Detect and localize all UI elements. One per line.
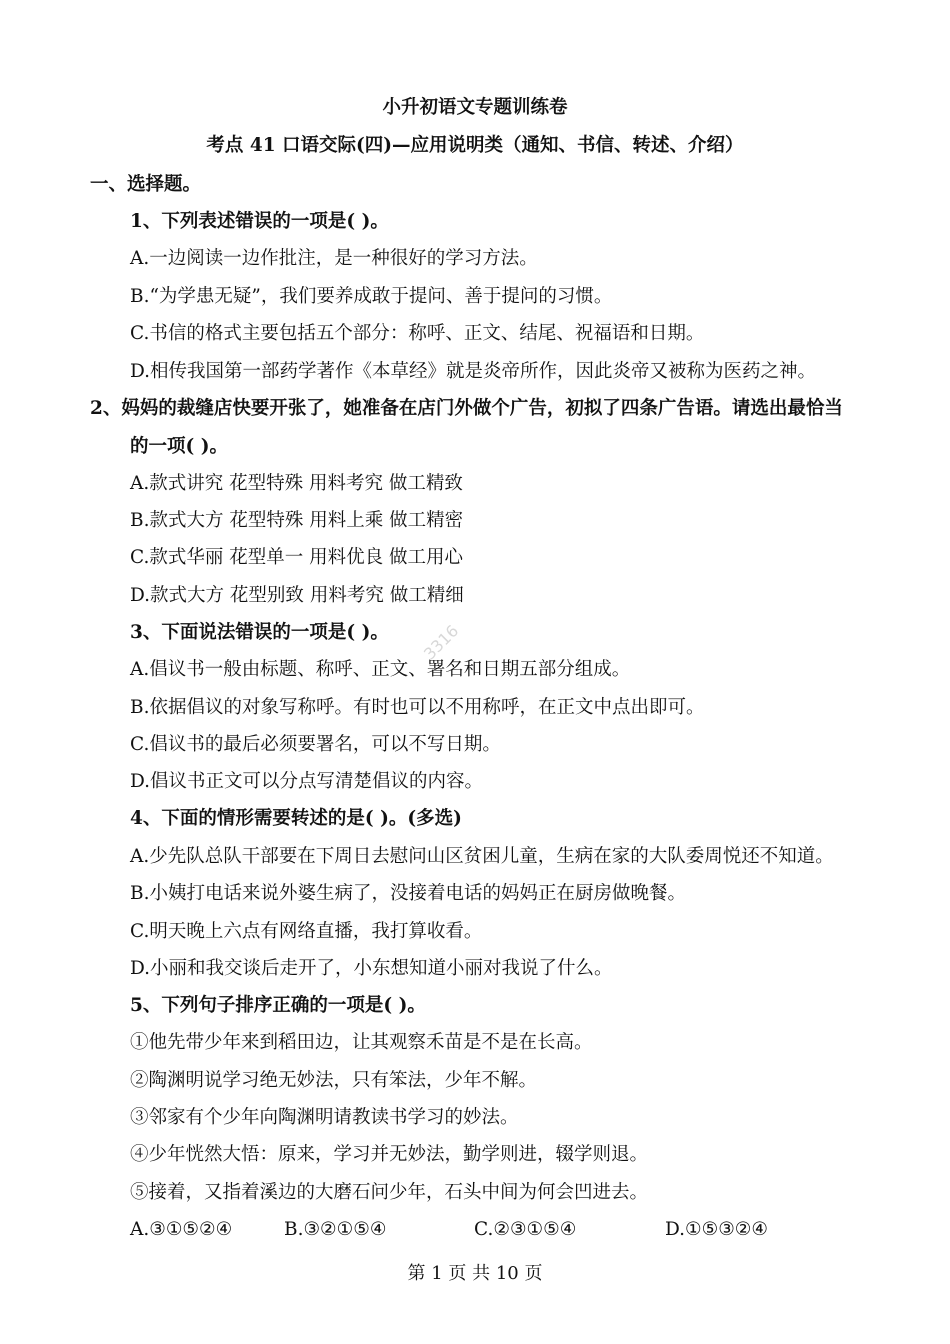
question-5-option-a: A.③①⑤②④ xyxy=(130,1219,233,1240)
question-2-stem-line-1: 2、妈妈的裁缝店快要开张了，她准备在店门外做个广告，初拟了四条广告语。请选出最恰当 xyxy=(90,398,843,419)
question-2-option-b: B.款式大方 花型特殊 用料上乘 做工精密 xyxy=(130,510,464,531)
question-4-option-c: C.明天晚上六点有网络直播，我打算收看。 xyxy=(130,921,483,942)
question-2-stem-line-2: 的一项( )。 xyxy=(130,436,228,457)
question-2-option-d: D.款式大方 花型别致 用料考究 做工精细 xyxy=(130,585,464,606)
watermark: 3316 xyxy=(420,621,463,664)
question-5-option-b: B.③②①⑤④ xyxy=(284,1219,387,1240)
question-3-option-a: A.倡议书一般由标题、称呼、正文、署名和日期五部分组成。 xyxy=(130,659,631,680)
question-3-option-c: C.倡议书的最后必须要署名，可以不写日期。 xyxy=(130,734,501,755)
question-5-option-c: C.②③①⑤④ xyxy=(474,1219,577,1240)
question-2-option-a: A.款式讲究 花型特殊 用料考究 做工精致 xyxy=(130,473,463,494)
page-number: 第 1 页 共 10 页 xyxy=(407,1263,543,1284)
question-4-option-d: D.小丽和我交谈后走开了，小东想知道小丽对我说了什么。 xyxy=(130,958,613,979)
question-5-option-d: D.①⑤③②④ xyxy=(665,1219,768,1240)
question-5-sentence-5: ⑤接着，又指着溪边的大磨石问少年，石头中间为何会凹进去。 xyxy=(130,1182,649,1203)
question-1-option-b: B.“为学患无疑”，我们要养成敢于提问、善于提问的习惯。 xyxy=(130,286,613,307)
question-2-option-c: C.款式华丽 花型单一 用料优良 做工用心 xyxy=(130,547,464,568)
question-3-option-b: B.依据倡议的对象写称呼。有时也可以不用称呼，在正文中点出即可。 xyxy=(130,697,705,718)
question-5-sentence-2: ②陶渊明说学习绝无妙法，只有笨法，少年不解。 xyxy=(130,1070,538,1091)
question-1-stem: 1、下列表述错误的一项是( )。 xyxy=(130,211,389,232)
question-3-option-d: D.倡议书正文可以分点写清楚倡议的内容。 xyxy=(130,771,484,792)
section-heading: 一、选择题。 xyxy=(90,174,202,195)
document-subtitle: 考点 41 口语交际(四)—应用说明类（通知、书信、转述、介绍） xyxy=(206,135,744,156)
question-3-stem: 3、下面说法错误的一项是( )。 xyxy=(130,622,389,643)
document-title: 小升初语文专题训练卷 xyxy=(382,97,568,118)
question-4-option-a: A.少先队总队干部要在下周日去慰问山区贫困儿童，生病在家的大队委周悦还不知道。 xyxy=(130,846,834,867)
page-footer xyxy=(0,1261,950,1287)
question-4-stem: 4、下面的情形需要转述的是( )。(多选) xyxy=(130,808,462,829)
question-1-option-c: C.书信的格式主要包括五个部分：称呼、正文、结尾、祝福语和日期。 xyxy=(130,323,705,344)
question-5-stem: 5、下列句子排序正确的一项是( )。 xyxy=(130,995,426,1016)
question-5-options xyxy=(0,1217,950,1243)
question-1-option-d: D.相传我国第一部药学著作《本草经》就是炎帝所作，因此炎帝又被称为医药之神。 xyxy=(130,361,817,382)
question-4-option-b: B.小姨打电话来说外婆生病了，没接着电话的妈妈正在厨房做晚餐。 xyxy=(130,883,686,904)
question-5-sentence-4: ④少年恍然大悟：原来，学习并无妙法，勤学则进，辍学则退。 xyxy=(130,1144,649,1165)
question-1-option-a: A.一边阅读一边作批注，是一种很好的学习方法。 xyxy=(130,248,538,269)
question-5-sentence-3: ③邻家有个少年向陶渊明请教读书学习的妙法。 xyxy=(130,1107,519,1128)
question-5-sentence-1: ①他先带少年来到稻田边，让其观察禾苗是不是在长高。 xyxy=(130,1032,593,1053)
